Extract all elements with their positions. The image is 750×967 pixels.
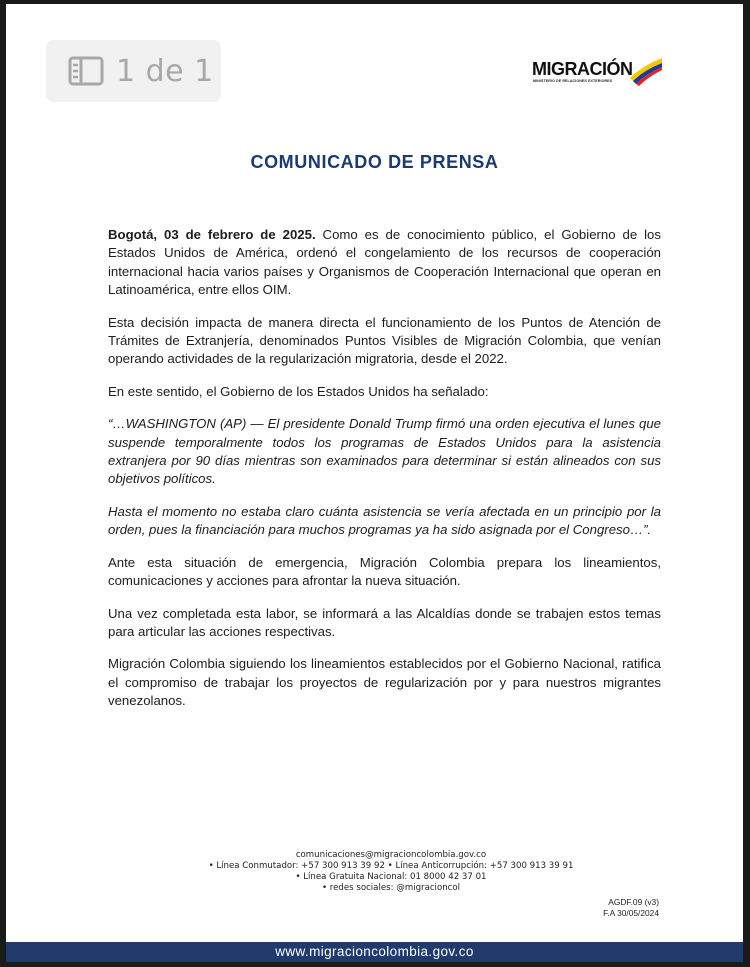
paragraph-commitment: Migración Colombia siguiendo los lineamientos establecidos por el Gobierno Nacional, ratifica el compromiso de trabajar los proyectos de regularización por y para nuestros migrantes venezolanos. xyxy=(108,656,661,709)
logo-wordmark: MIGRACIÓN xyxy=(532,59,633,79)
document-body xyxy=(108,226,661,725)
website-url: www.migracioncolombia.gov.co xyxy=(275,944,474,959)
contact-phone-lines: • Línea Conmutador: +57 300 913 39 92 • Línea Anticorrupción: +57 300 913 39 91 xyxy=(208,861,574,871)
contact-footer xyxy=(106,850,676,894)
flag-swoosh-icon xyxy=(628,56,664,86)
logo-subtitle: MINISTERIO DE RELACIONES EXTERIORES xyxy=(533,79,613,83)
sidebar-toggle-icon[interactable] xyxy=(68,56,104,86)
contact-social: • redes sociales: @migracioncol xyxy=(321,883,461,893)
migracion-logo xyxy=(528,56,668,92)
paragraph-impact: Esta decisión impacta de manera directa el funcionamiento de los Puntos de Atención de Trámites de Extranjería, denominados Puntos Visibles de Migración Colombia, que venían operando actividades de la regularización migratoria, desde el 2022. xyxy=(108,314,661,367)
document-codes xyxy=(603,897,659,919)
document-code: AGDF.09 (v3) xyxy=(608,897,659,907)
contact-toll-free: • Línea Gratuita Nacional: 01 8000 42 37 01 xyxy=(295,872,487,882)
paragraph-intro xyxy=(108,226,661,300)
paragraph-emergency: Ante esta situación de emergencia, Migración Colombia prepara los lineamientos, comunicaciones y acciones para afrontar la nueva situación. xyxy=(108,554,661,589)
dateline: Bogotá, 03 de febrero de 2025. xyxy=(108,227,316,242)
page-counter[interactable] xyxy=(46,40,221,102)
website-banner xyxy=(6,942,743,962)
contact-email: comunicaciones@migracioncolombia.gov.co xyxy=(295,850,487,860)
quote-paragraph-1: “…WASHINGTON (AP) — El presidente Donald Trump firmó una orden ejecutiva el lunes que suspende temporalmente todos los programas de Estados Unidos para la asistencia extranjera por 90 días mientras son examinados para determinar si están alineados con sus objetivos políticos. xyxy=(108,416,661,487)
document-title: COMUNICADO DE PRENSA xyxy=(250,152,499,172)
paragraph-statement: En este sentido, el Gobierno de los Estados Unidos ha señalado: xyxy=(108,383,489,399)
paragraph-followup: Una vez completada esta labor, se informará a las Alcaldías donde se trabajen estos temas para articular las acciones respectivas. xyxy=(108,605,661,639)
document-page xyxy=(6,4,743,962)
paragraph-intro-text: Como es de conocimiento público, el Gobierno de los Estados Unidos de América, ordenó el congelamiento de los recursos de cooperación internacional hacia varios países y Organismos de Cooperación Internacional que operan en Latinoamérica, entre ellos OIM. xyxy=(108,227,661,298)
quote-paragraph-2: Hasta el momento no estaba claro cuánta asistencia se vería afectada en un principio por la orden, pues la financiación para muchos programas ya ha sido asignada por el Congreso…”. xyxy=(108,503,661,538)
document-date-code: F.A 30/05/2024 xyxy=(603,908,659,918)
page-counter-label: 1 de 1 xyxy=(116,53,214,89)
